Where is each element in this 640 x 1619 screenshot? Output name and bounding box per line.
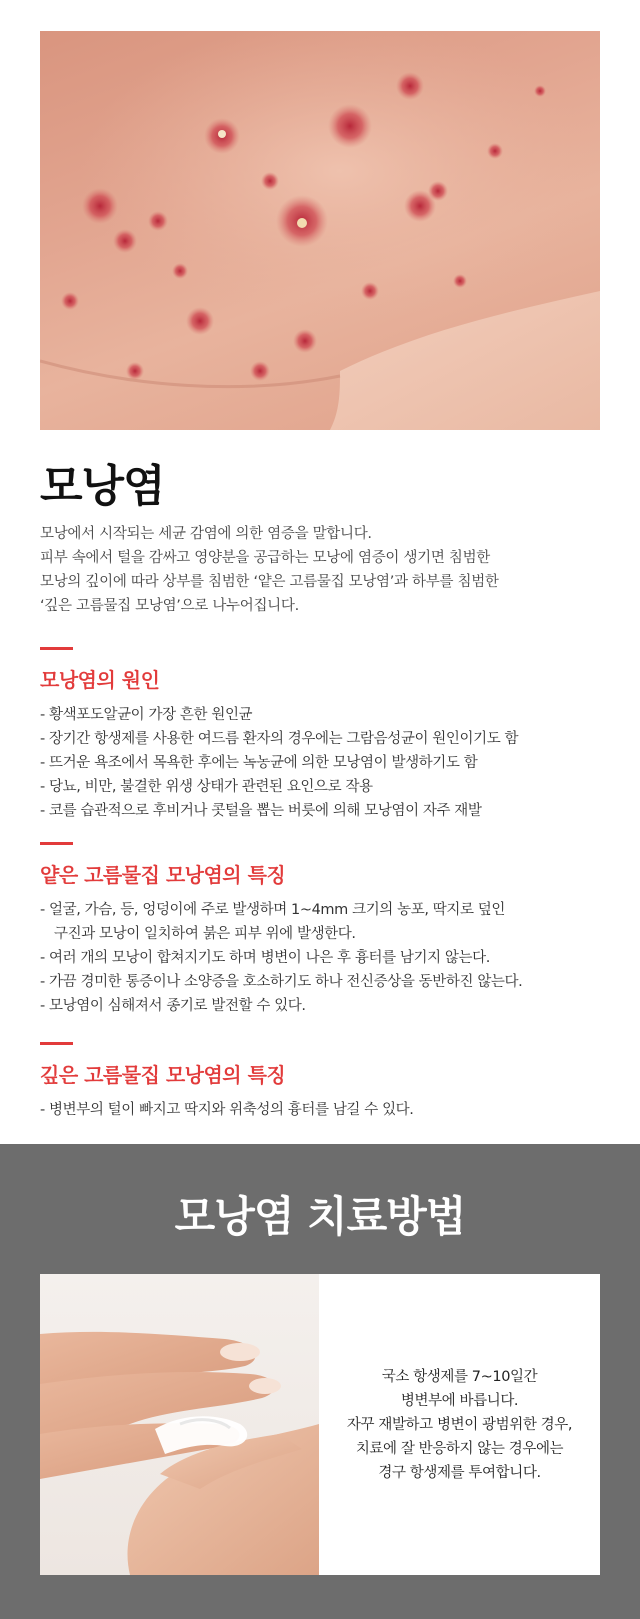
list-item-continuation: 구진과 모낭이 일치하여 붉은 피부 위에 발생한다. [54,926,356,942]
page-title: 모낭염 [40,461,165,512]
section-accent-bar [40,1042,73,1045]
section-causes [40,647,610,823]
intro-line: 모낭에서 시작되는 세균 감염에 의한 염증을 말합니다. [40,526,372,542]
causes-list [40,703,610,823]
treatment-line: 국소 항생제를 7~10일간 [381,1368,538,1385]
list-item-text: - 얼굴, 가슴, 등, 엉덩이에 주로 발생하며 1~4mm 크기의 농포, 딱지로 덮인 [40,902,505,918]
section-heading: 깊은 고름물집 모낭염의 특징 [40,1063,286,1087]
superficial-list [40,898,610,1018]
list-item: - 여러 개의 모낭이 합쳐지기도 하며 병변이 나은 후 흉터를 남기지 않는다. [40,950,490,966]
deep-list [40,1098,610,1122]
treatment-band [0,1144,640,1619]
intro-line: 피부 속에서 털을 감싸고 영양분을 공급하는 모낭에 염증이 생기면 침범한 [40,550,490,566]
section-heading: 모낭염의 원인 [40,668,160,692]
list-item: - 가끔 경미한 통증이나 소양증을 호소하기도 하나 전신증상을 동반하진 않는다. [40,974,523,990]
list-item: - 뜨거운 욕조에서 목욕한 후에는 녹농균에 의한 모낭염이 발생하기도 함 [40,755,478,771]
list-item [40,898,610,946]
list-item: - 황색포도알균이 가장 흔한 원인균 [40,707,253,723]
list-item: - 장기간 항생제를 사용한 여드름 환자의 경우에는 그람음성균이 원인이기도 함 [40,731,519,747]
section-superficial [40,842,610,1018]
hand-applying-cream-illustration [40,1274,319,1575]
hero-skin-photo [40,31,600,430]
list-item: - 당뇨, 비만, 불결한 위생 상태가 관련된 요인으로 작용 [40,779,373,795]
section-accent-bar [40,842,73,845]
intro-line: ‘깊은 고름물집 모낭염’으로 나누어집니다. [40,598,299,614]
section-heading: 얕은 고름물집 모낭염의 특징 [40,863,286,887]
list-item: - 코를 습관적으로 후비거나 콧털을 뽑는 버릇에 의해 모낭염이 자주 재발 [40,803,482,819]
section-deep [40,1042,610,1122]
treatment-lines [347,1365,572,1485]
section-accent-bar [40,647,73,650]
treatment-line: 치료에 잘 반응하지 않는 경우에는 [355,1440,564,1457]
acne-skin-illustration [40,31,600,430]
list-item: - 병변부의 털이 빠지고 딱지와 위축성의 흉터를 남길 수 있다. [40,1102,414,1118]
treatment-description [319,1274,600,1575]
intro-line: 모낭의 깊이에 따라 상부를 침범한 ‘얕은 고름물집 모낭염’과 하부를 침범한 [40,574,499,590]
list-item: - 모낭염이 심해져서 종기로 발전할 수 있다. [40,998,306,1014]
hand-cream-photo [40,1274,319,1575]
treatment-heading: 모낭염 치료방법 [174,1192,466,1241]
treatment-line: 자꾸 재발하고 병변이 광범위한 경우, [346,1416,573,1433]
intro-paragraph [40,522,600,618]
treatment-line: 경구 항생제를 투여합니다. [378,1464,541,1481]
treatment-line: 병변부에 바릅니다. [400,1392,519,1409]
